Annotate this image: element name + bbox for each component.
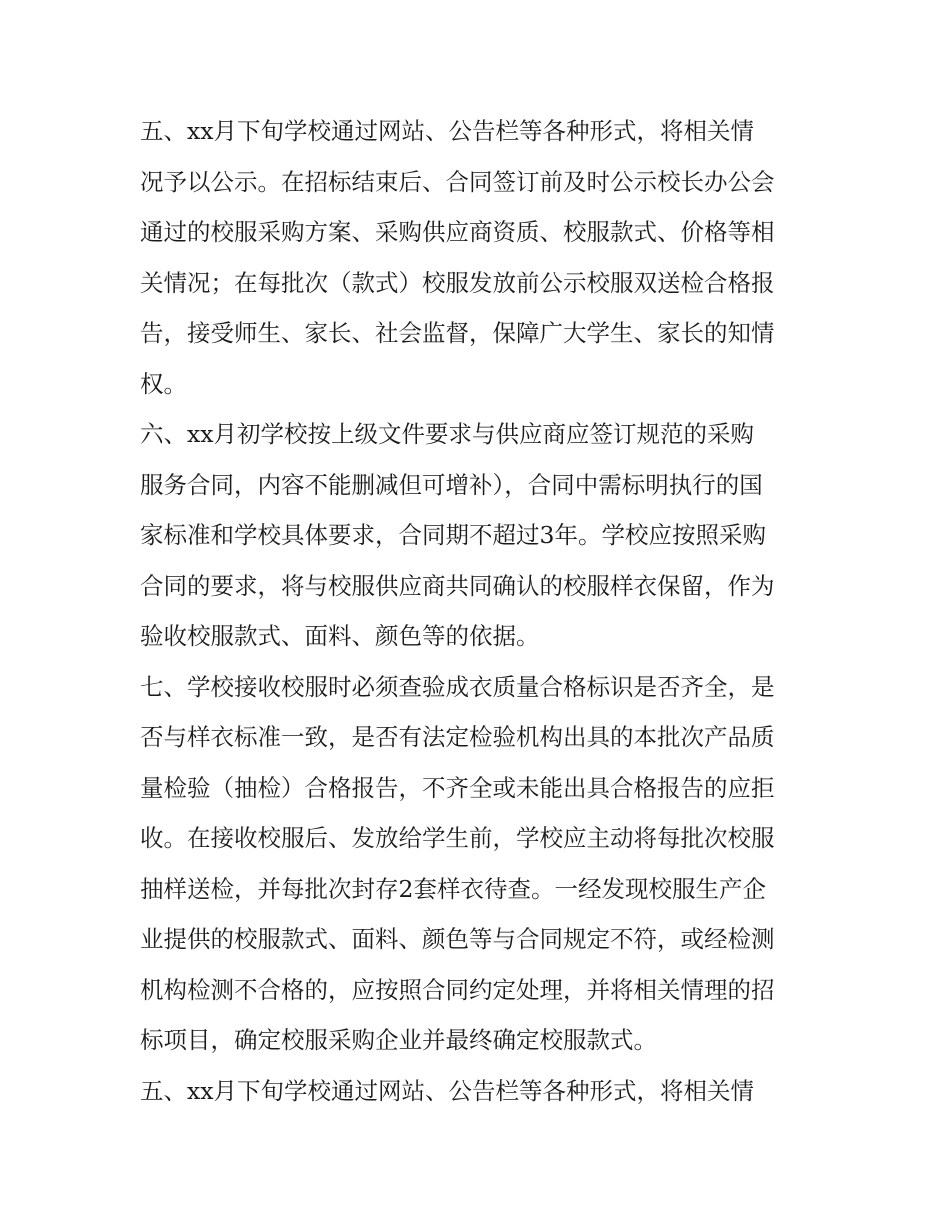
text-line: 服务合同，内容不能删减但可增补），合同中需标明执行的国 xyxy=(140,470,763,499)
text-line: 关情况；在每批次（款式）校服发放前公示校服双送检合格报 xyxy=(140,268,775,297)
text-line: 收。在接收校服后、发放给学生前，学校应主动将每批次校服 xyxy=(140,824,775,852)
text-line: 五、xx月下旬学校通过网站、公告栏等各种形式，将相关情 xyxy=(140,117,755,145)
text-line: 机构检测不合格的，应按照合同约定处理，并将相关情理的招 xyxy=(140,975,775,1004)
text-line: 家标准和学校具体要求，合同期不超过3年。学校应按照采购 xyxy=(140,521,766,549)
text-line: 标项目，确定校服采购企业并最终确定校服款式。 xyxy=(140,1026,657,1054)
document-body xyxy=(140,106,820,1116)
text-line: 六、xx月初学校按上级文件要求与供应商应签订规范的采购 xyxy=(140,420,755,448)
text-line: 验收校服款式、面料、颜色等的依据。 xyxy=(140,622,540,650)
text-line: 权。 xyxy=(140,369,187,398)
text-line: 通过的校服采购方案、采购供应商资质、校服款式、价格等相 xyxy=(140,218,775,246)
text-line: 业提供的校服款式、面料、颜色等与合同规定不符，或经检测 xyxy=(140,925,775,953)
text-line: 合同的要求，将与校服供应商共同确认的校服样衣保留，作为 xyxy=(140,571,775,600)
text-line: 况予以公示。在招标结束后、合同签订前及时公示校长办公会 xyxy=(140,167,775,196)
text-line: 告，接受师生、家长、社会监督，保障广大学生、家长的知情 xyxy=(140,319,775,347)
text-line: 否与样衣标准一致，是否有法定检验机构出具的本批次产品质 xyxy=(140,723,775,751)
text-line: 抽样送检，并每批次封存2套样衣待查。一经发现校服生产企 xyxy=(140,874,766,903)
text-line: 七、学校接收校服时必须查验成衣质量合格标识是否齐全，是 xyxy=(140,672,775,701)
text-line: 五、xx月下旬学校通过网站、公告栏等各种形式，将相关情 xyxy=(140,1076,755,1105)
text-line: 量检验（抽检）合格报告，不齐全或未能出具合格报告的应拒 xyxy=(140,773,775,802)
